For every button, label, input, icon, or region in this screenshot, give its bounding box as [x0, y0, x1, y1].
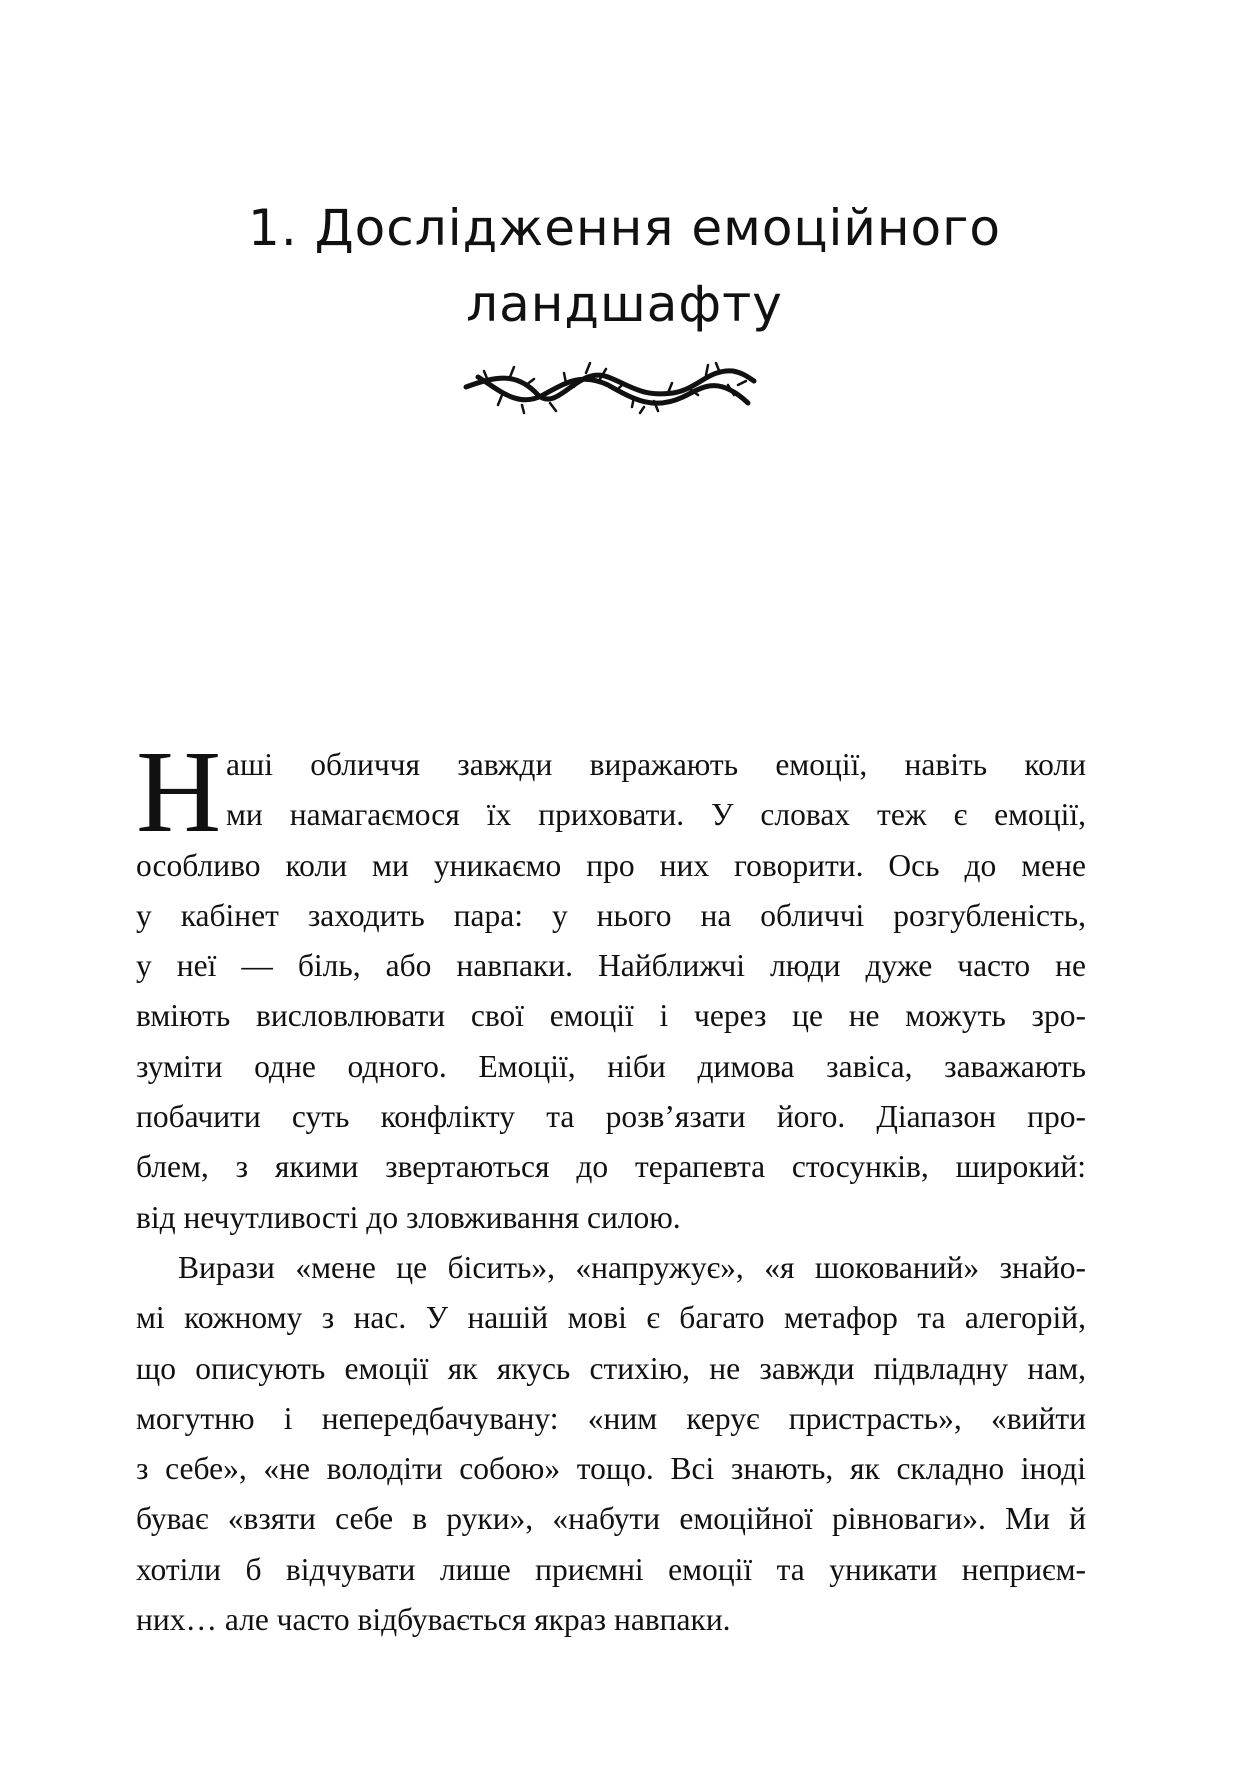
text-line: з себе», «не володіти собою» тощо. Всі знають, як складно іноді: [136, 1451, 1086, 1487]
text-line: від нечутливості до зловживання силою.: [136, 1199, 681, 1235]
text-line: побачити суть конфлікту та розв’язати його. Діапазон про-: [136, 1099, 1086, 1135]
text-line: Вирази «мене це бісить», «напружує», «я шокований» знайо-: [178, 1249, 1086, 1285]
text-line: них… але часто відбувається якраз навпаки.: [136, 1602, 731, 1638]
text-line: буває «взяти себе в руки», «набути емоційної рівноваги». Ми й: [136, 1501, 1086, 1537]
chapter-title-line-2: ландшафту: [466, 275, 783, 333]
text-line: зуміти одне одного. Емоції, ніби димова завіса, заважають: [136, 1048, 1086, 1084]
chapter-body: [136, 726, 1086, 1645]
text-line: блем, з якими звертаються до терапевта стосунків, широкий:: [136, 1149, 1086, 1185]
text-line: мі кожному з нас. У нашій мові є багато метафор та алегорій,: [136, 1300, 1086, 1336]
text-line: у кабінет заходить пара: у нього на обличчі розгубленість,: [136, 897, 1086, 933]
text-line: могутню і непередбачувану: «ним керує пристрасть», «вийти: [136, 1400, 1086, 1436]
paragraph-2: [136, 1243, 1086, 1645]
text-line: ми намагаємося їх приховати. У словах теж є емоції,: [226, 797, 1086, 833]
chapter-title-line-1: 1. Дослідження емоційного: [248, 199, 1001, 257]
chapter-title: [0, 190, 1249, 342]
drop-cap-letter: Н: [136, 726, 222, 857]
dropcap-block: [136, 726, 1086, 857]
text-line: вміють висловлювати свої емоції і через це не можуть зро-: [136, 998, 1086, 1034]
text-line: аші обличчя завжди виражають емоції, навіть коли: [226, 747, 1086, 782]
text-line: хотіли б відчувати лише приємні емоції та уникати неприєм-: [136, 1551, 1086, 1587]
text-line: особливо коли ми уникаємо про них говорити. Ось до мене: [136, 847, 1086, 883]
text-line: що описують емоції як якусь стихію, не завжди підвладну нам,: [136, 1350, 1086, 1386]
paragraph-1: [136, 726, 1086, 1243]
thorn-vine-ornament-icon: [458, 355, 758, 415]
text-line: у неї — біль, або навпаки. Найближчі люди дуже часто не: [136, 948, 1086, 984]
